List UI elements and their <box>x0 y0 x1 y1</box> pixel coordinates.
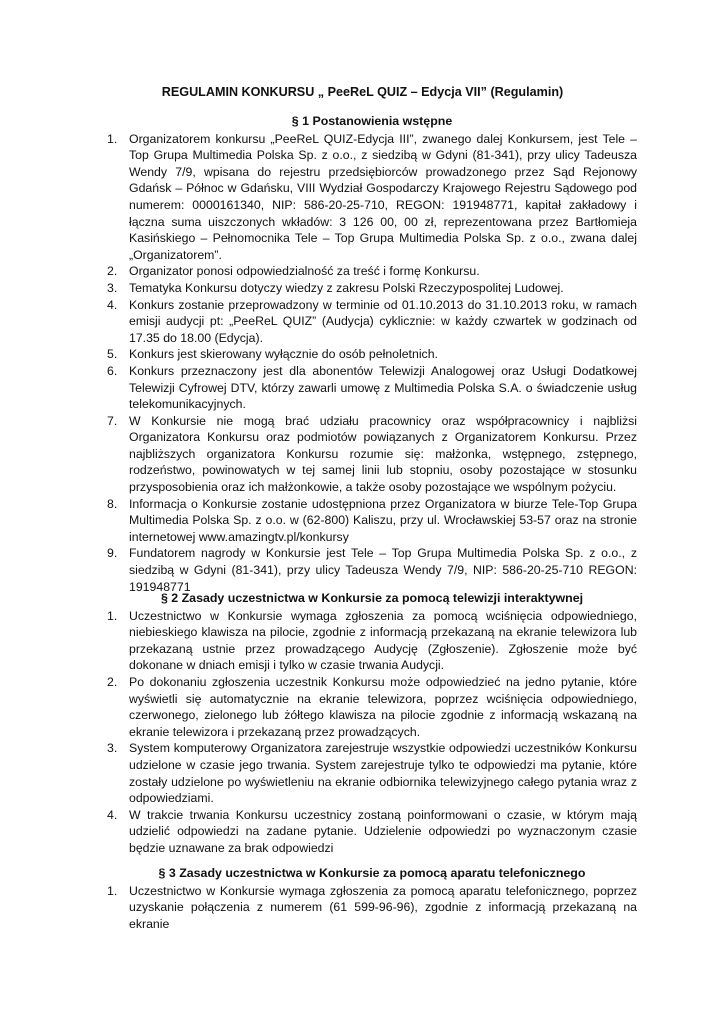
item-text: Organizator ponosi odpowiedzialność za treść i formę Konkursu. <box>129 264 480 279</box>
list-item <box>107 346 637 363</box>
list-item <box>107 807 637 857</box>
item-text: Konkurs zostanie przeprowadzony w terminie od 01.10.2013 do 31.10.2013 roku, w ramach emisji audycji pt: „PeeReL QUIZ” (Audycja) cyklicznie: w każdy czwartek w godzinach od 17.35 do 18.00 (Edycja). <box>129 297 637 345</box>
item-text: Uczestnictwo w Konkursie wymaga zgłoszenia za pomocą wciśnięcia odpowiedniego, niebieskiego klawisza na pilocie, zgodnie z informacją przekazaną na ekranie telewizora lub przekazaną ustnie przez prowadzącego Audycję (Zgłoszenie). Zgłoszenie może być dokonane w dniach emisji i tylko w czasie trwania Audycji. <box>129 608 637 673</box>
list-item <box>107 674 637 740</box>
item-text: Uczestnictwo w Konkursie wymaga zgłoszenia za pomocą aparatu telefonicznego, poprzez uzyskanie połączenia z numerem (61 599-96-96), zgodnie z informacją przekazaną na ekranie <box>129 883 637 931</box>
item-number: 3. <box>107 280 118 295</box>
item-number: 3. <box>107 741 118 756</box>
item-number: 4. <box>107 297 118 312</box>
item-text: W Konkursie nie mogą brać udziału pracownicy oraz współpracownicy i najbliżsi Organizatora Konkursu oraz podmiotów powiązanych z Organizatorem Konkursu. Przez najbliższych organizatora Konkursu rozumie się: małżonka, wstępnego, zstępnego, rodzeństwo, powinowatych w tej samej linii lub stopniu, osoby pozostające w stosunku przysposobienia oraz ich małżonkowie, a także osoby pozostające we wspólnym pożyciu. <box>129 413 637 495</box>
item-number: 1. <box>107 131 118 146</box>
item-text: Konkurs przeznaczony jest dla abonentów Telewizji Analogowej oraz Usługi Dodatkowej Telewizji Cyfrowej DTV, którzy zawarli umowę z Multimedia Polska S.A. o świadczenie usług telekomunikacyjnych. <box>129 363 637 412</box>
list-item <box>107 883 637 933</box>
item-text: System komputerowy Organizatora zarejestruje wszystkie odpowiedzi uczestników Konkursu udzielone w czasie jego trwania. System zarejestruje tylko te odpowiedzi ma pytanie, które zostały udzielone po wyświetleniu na ekranie odbiornika telewizyjnego całego pytania wraz z odpowiedziami. <box>129 741 637 806</box>
list-item <box>107 496 637 546</box>
item-number: 4. <box>107 807 118 822</box>
list-item <box>107 740 637 806</box>
list-item <box>107 545 637 595</box>
section-heading: § 3 Zasady uczestnictwa w Konkursie za pomocą aparatu telefonicznego <box>158 866 586 880</box>
list-item <box>107 608 637 674</box>
item-number: 7. <box>107 413 118 428</box>
list-item <box>107 131 637 264</box>
list-item <box>107 297 637 347</box>
item-number: 9. <box>107 546 118 561</box>
item-text: Tematyka Konkursu dotyczy wiedzy z zakresu Polski Rzeczypospolitej Ludowej. <box>129 280 564 295</box>
item-number: 1. <box>107 883 118 898</box>
item-text: Po dokonaniu zgłoszenia uczestnik Konkursu może odpowiedzieć na jedno pytanie, które wyświetli się automatycznie na ekranie telewizora, poprzez wciśnięcia odpowiedniego, czerwonego, zielonego lub żółtego klawisza na pilocie zgodnie z informacją wskazaną na ekranie telewizora i przekazaną przez prowadzących. <box>129 674 637 739</box>
list-item <box>107 363 637 413</box>
item-number: 6. <box>107 363 118 378</box>
item-number: 2. <box>107 264 118 279</box>
section-1-list <box>107 131 637 596</box>
item-number: 5. <box>107 347 118 362</box>
section-3 <box>107 865 637 932</box>
item-text: Fundatorem nagrody w Konkursie jest Tele – Top Grupa Multimedia Polska Sp. z o.o., z siedzibą w Gdyni (81-341), przy ulicy Tadeusza Wendy 7/9, NIP: 586-20-25-710 REGON: 191948771 <box>129 546 637 594</box>
section-heading: § 2 Zasady uczestnictwa w Konkursie za pomocą telewizji interaktywnej <box>160 591 584 605</box>
document-title: REGULAMIN KONKURSU „ PeeReL QUIZ – Edycja VII” (Regulamin) <box>161 85 564 99</box>
item-text: Organizatorem konkursu „PeeReL QUIZ-Edycja III”, zwanego dalej Konkursem, jest Tele – Top Grupa Multimedia Polska Sp. z o.o., z siedzibą w Gdyni (81-341), przy ulicy Tadeusza Wendy 7/9, wpisana do rejestru przedsiębiorców prowadzonego przez Sąd Rejonowy Gdańsk – Północ w Gdańsku, VIII Wydział Gospodarczy Krajowego Rejestru Sądowego pod numerem: 0000161340, NIP: 586-20-25-710, REGON: 191948771, kapitał zakładowy i łączna suma uiszczonych wkładów: 3 126 00, 00 zł, reprezentowana przez Bartłomieja Kasińskiego – Pełnomocnika Tele – Top Grupa Multimedia Polska Sp. z o.o., zwana dalej „Organizatorem”. <box>129 131 637 262</box>
item-text: Informacja o Konkursie zostanie udostępniona przez Organizatora w biurze Tele-Top Grupa Multimedia Polska Sp. z o.o. w (62-800) Kaliszu, przy ul. Wrocławskiej 53-57 oraz na stronie internetowej www.amazingtv.pl/konkursy <box>129 496 637 544</box>
section-2-list <box>107 608 637 857</box>
item-text: W trakcie trwania Konkursu uczestnicy zostaną poinformowani o czasie, w którym mają udzielić odpowiedzi na zadane pytanie. Udzielenie odpowiedzi po wyznaczonym czasie będzie uznawane za brak odpowiedzi <box>129 807 637 855</box>
section-2 <box>107 590 637 857</box>
section-3-list <box>107 883 637 933</box>
item-number: 1. <box>107 608 118 623</box>
list-item <box>107 263 637 280</box>
item-number: 2. <box>107 674 118 689</box>
item-number: 8. <box>107 496 118 511</box>
list-item <box>107 413 637 496</box>
item-text: Konkurs jest skierowany wyłącznie do osób pełnoletnich. <box>129 347 438 362</box>
section-1 <box>107 113 637 595</box>
section-heading: § 1 Postanowienia wstępne <box>291 114 453 128</box>
list-item <box>107 280 637 297</box>
